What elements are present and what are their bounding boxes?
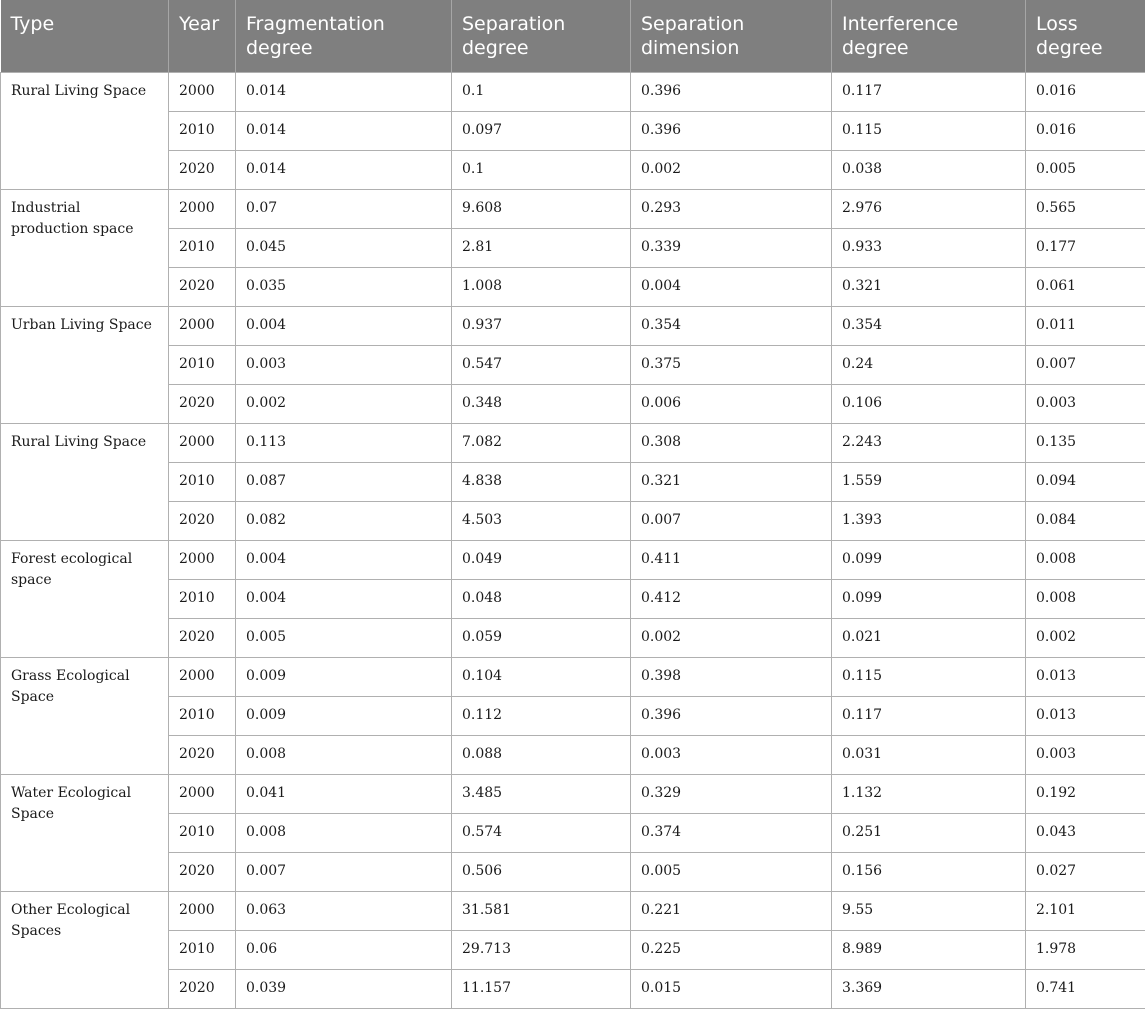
cell-separation-degree: 0.097 [452,112,631,151]
cell-separation-dimension: 0.002 [631,151,832,190]
cell-interference-degree: 0.117 [832,73,1026,112]
table-row [1,541,1145,580]
cell-year: 2010 [169,697,236,736]
cell-separation-dimension: 0.003 [631,736,832,775]
table-row [1,736,1145,775]
table-body [1,73,1145,1009]
cell-separation-dimension: 0.221 [631,892,832,931]
cell-interference-degree: 1.559 [832,463,1026,502]
cell-fragmentation-degree: 0.014 [236,151,452,190]
cell-type: Rural Living Space [1,424,169,541]
table-row [1,892,1145,931]
cell-year: 2020 [169,619,236,658]
header-year: Year [169,0,236,73]
cell-loss-degree: 0.005 [1026,151,1145,190]
cell-separation-dimension: 0.396 [631,697,832,736]
header-separation-degree: Separation degree [452,0,631,73]
cell-separation-dimension: 0.329 [631,775,832,814]
cell-type: Other Ecological Spaces [1,892,169,1009]
cell-interference-degree: 0.354 [832,307,1026,346]
cell-fragmentation-degree: 0.004 [236,580,452,619]
cell-separation-dimension: 0.006 [631,385,832,424]
cell-year: 2000 [169,307,236,346]
table-row [1,229,1145,268]
cell-fragmentation-degree: 0.002 [236,385,452,424]
cell-loss-degree: 1.978 [1026,931,1145,970]
cell-separation-degree: 0.1 [452,151,631,190]
table-row [1,385,1145,424]
table-row [1,307,1145,346]
cell-loss-degree: 0.027 [1026,853,1145,892]
cell-separation-degree: 1.008 [452,268,631,307]
cell-separation-dimension: 0.375 [631,346,832,385]
header-row [1,0,1145,73]
cell-fragmentation-degree: 0.035 [236,268,452,307]
cell-interference-degree: 0.251 [832,814,1026,853]
cell-fragmentation-degree: 0.07 [236,190,452,229]
cell-separation-degree: 0.506 [452,853,631,892]
cell-loss-degree: 0.192 [1026,775,1145,814]
table-row [1,463,1145,502]
cell-loss-degree: 0.002 [1026,619,1145,658]
cell-separation-dimension: 0.293 [631,190,832,229]
cell-interference-degree: 0.099 [832,541,1026,580]
cell-interference-degree: 3.369 [832,970,1026,1009]
cell-fragmentation-degree: 0.008 [236,736,452,775]
table-row [1,151,1145,190]
cell-loss-degree: 0.007 [1026,346,1145,385]
cell-year: 2000 [169,190,236,229]
cell-loss-degree: 0.094 [1026,463,1145,502]
cell-type: Water Ecological Space [1,775,169,892]
table-row [1,931,1145,970]
cell-separation-dimension: 0.412 [631,580,832,619]
cell-fragmentation-degree: 0.06 [236,931,452,970]
cell-interference-degree: 0.115 [832,112,1026,151]
cell-loss-degree: 0.043 [1026,814,1145,853]
cell-separation-dimension: 0.398 [631,658,832,697]
cell-separation-degree: 4.503 [452,502,631,541]
cell-separation-dimension: 0.396 [631,112,832,151]
cell-separation-degree: 0.048 [452,580,631,619]
cell-separation-degree: 0.059 [452,619,631,658]
cell-type: Forest ecological space [1,541,169,658]
cell-year: 2020 [169,268,236,307]
cell-type: Grass Ecological Space [1,658,169,775]
cell-type: Rural Living Space [1,73,169,190]
cell-interference-degree: 0.24 [832,346,1026,385]
table-row [1,112,1145,151]
cell-interference-degree: 0.115 [832,658,1026,697]
table-row [1,73,1145,112]
cell-separation-degree: 7.082 [452,424,631,463]
cell-fragmentation-degree: 0.005 [236,619,452,658]
cell-year: 2010 [169,931,236,970]
cell-year: 2000 [169,658,236,697]
cell-fragmentation-degree: 0.039 [236,970,452,1009]
cell-separation-degree: 3.485 [452,775,631,814]
table-row [1,970,1145,1009]
cell-separation-degree: 0.1 [452,73,631,112]
cell-loss-degree: 2.101 [1026,892,1145,931]
cell-year: 2010 [169,814,236,853]
cell-year: 2020 [169,502,236,541]
cell-separation-degree: 31.581 [452,892,631,931]
cell-separation-degree: 2.81 [452,229,631,268]
header-interference-degree: Interference degree [832,0,1026,73]
cell-year: 2010 [169,112,236,151]
header-separation-dimension: Separation dimension [631,0,832,73]
cell-separation-dimension: 0.015 [631,970,832,1009]
cell-interference-degree: 0.021 [832,619,1026,658]
table-row [1,775,1145,814]
cell-interference-degree: 0.117 [832,697,1026,736]
cell-interference-degree: 0.031 [832,736,1026,775]
cell-fragmentation-degree: 0.082 [236,502,452,541]
cell-separation-degree: 9.608 [452,190,631,229]
cell-loss-degree: 0.135 [1026,424,1145,463]
cell-interference-degree: 9.55 [832,892,1026,931]
cell-loss-degree: 0.741 [1026,970,1145,1009]
cell-fragmentation-degree: 0.045 [236,229,452,268]
cell-fragmentation-degree: 0.113 [236,424,452,463]
cell-year: 2020 [169,736,236,775]
cell-loss-degree: 0.061 [1026,268,1145,307]
table-row [1,190,1145,229]
header-type: Type [1,0,169,73]
cell-separation-dimension: 0.321 [631,463,832,502]
cell-loss-degree: 0.008 [1026,580,1145,619]
table-row [1,814,1145,853]
cell-separation-dimension: 0.396 [631,73,832,112]
cell-fragmentation-degree: 0.009 [236,697,452,736]
cell-year: 2000 [169,541,236,580]
cell-year: 2000 [169,892,236,931]
cell-separation-degree: 0.049 [452,541,631,580]
cell-separation-dimension: 0.225 [631,931,832,970]
cell-year: 2000 [169,424,236,463]
cell-fragmentation-degree: 0.003 [236,346,452,385]
table-row [1,424,1145,463]
cell-separation-degree: 0.348 [452,385,631,424]
cell-separation-degree: 0.088 [452,736,631,775]
cell-loss-degree: 0.084 [1026,502,1145,541]
cell-interference-degree: 2.976 [832,190,1026,229]
cell-fragmentation-degree: 0.007 [236,853,452,892]
cell-fragmentation-degree: 0.063 [236,892,452,931]
table-row [1,346,1145,385]
cell-separation-dimension: 0.308 [631,424,832,463]
cell-interference-degree: 0.321 [832,268,1026,307]
cell-fragmentation-degree: 0.087 [236,463,452,502]
table-row [1,658,1145,697]
cell-fragmentation-degree: 0.008 [236,814,452,853]
cell-year: 2010 [169,346,236,385]
table-row [1,619,1145,658]
cell-year: 2020 [169,970,236,1009]
cell-separation-dimension: 0.007 [631,502,832,541]
cell-loss-degree: 0.016 [1026,73,1145,112]
cell-separation-dimension: 0.354 [631,307,832,346]
cell-fragmentation-degree: 0.004 [236,541,452,580]
cell-year: 2010 [169,229,236,268]
cell-separation-degree: 11.157 [452,970,631,1009]
cell-loss-degree: 0.016 [1026,112,1145,151]
cell-fragmentation-degree: 0.004 [236,307,452,346]
cell-separation-dimension: 0.339 [631,229,832,268]
cell-separation-degree: 0.547 [452,346,631,385]
cell-type: Urban Living Space [1,307,169,424]
cell-fragmentation-degree: 0.041 [236,775,452,814]
table-row [1,853,1145,892]
cell-separation-dimension: 0.411 [631,541,832,580]
cell-fragmentation-degree: 0.014 [236,73,452,112]
cell-loss-degree: 0.013 [1026,697,1145,736]
cell-loss-degree: 0.565 [1026,190,1145,229]
cell-interference-degree: 8.989 [832,931,1026,970]
cell-loss-degree: 0.013 [1026,658,1145,697]
cell-separation-dimension: 0.005 [631,853,832,892]
cell-interference-degree: 1.393 [832,502,1026,541]
cell-interference-degree: 2.243 [832,424,1026,463]
cell-loss-degree: 0.177 [1026,229,1145,268]
cell-separation-degree: 0.104 [452,658,631,697]
table-row [1,502,1145,541]
cell-interference-degree: 0.038 [832,151,1026,190]
cell-interference-degree: 1.132 [832,775,1026,814]
cell-year: 2010 [169,463,236,502]
cell-separation-dimension: 0.002 [631,619,832,658]
table-row [1,268,1145,307]
cell-interference-degree: 0.106 [832,385,1026,424]
cell-loss-degree: 0.008 [1026,541,1145,580]
cell-separation-degree: 0.574 [452,814,631,853]
cell-separation-degree: 29.713 [452,931,631,970]
cell-interference-degree: 0.156 [832,853,1026,892]
cell-type: Industrial production space [1,190,169,307]
cell-fragmentation-degree: 0.014 [236,112,452,151]
table-row [1,697,1145,736]
cell-separation-degree: 0.937 [452,307,631,346]
cell-year: 2020 [169,385,236,424]
cell-year: 2000 [169,73,236,112]
cell-interference-degree: 0.933 [832,229,1026,268]
cell-separation-dimension: 0.374 [631,814,832,853]
cell-year: 2010 [169,580,236,619]
cell-fragmentation-degree: 0.009 [236,658,452,697]
cell-interference-degree: 0.099 [832,580,1026,619]
header-fragmentation-degree: Fragmentation degree [236,0,452,73]
header-loss-degree: Loss degree [1026,0,1145,73]
cell-loss-degree: 0.011 [1026,307,1145,346]
cell-loss-degree: 0.003 [1026,736,1145,775]
cell-separation-dimension: 0.004 [631,268,832,307]
cell-separation-degree: 4.838 [452,463,631,502]
cell-year: 2000 [169,775,236,814]
cell-separation-degree: 0.112 [452,697,631,736]
cell-year: 2020 [169,151,236,190]
cell-loss-degree: 0.003 [1026,385,1145,424]
table-row [1,580,1145,619]
cell-year: 2020 [169,853,236,892]
